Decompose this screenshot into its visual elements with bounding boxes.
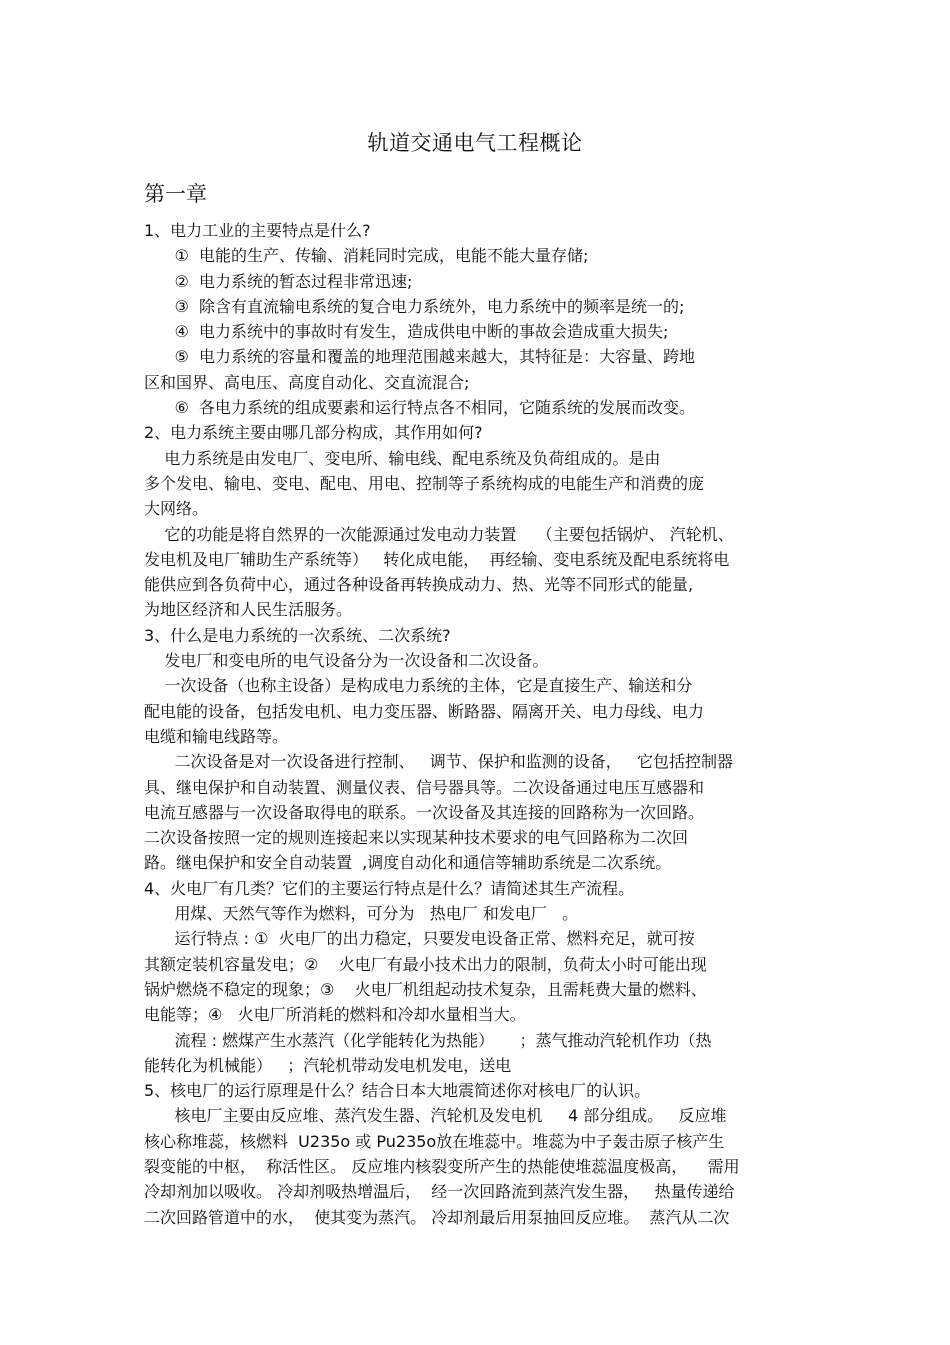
- text-line: 为地区经济和人民生活服务。: [144, 600, 353, 620]
- text-line: 二次设备是对一次设备进行控制、 调节、保护和监测的设备， 它包括控制器: [144, 752, 734, 772]
- text-line: 2、电力系统主要由哪几部分构成，其作用如何?: [144, 423, 483, 443]
- text-line: 路。继电保护和安全自动装置 ,调度自动化和通信等辅助系统是二次系统。: [144, 853, 672, 873]
- text-line: ③ 除含有直流输电系统的复合电力系统外，电力系统中的频率是统一的;: [144, 296, 685, 316]
- text-line: ① 电能的生产、传输、消耗同时完成，电能不能大量存储;: [144, 246, 589, 266]
- document-title: 轨道交通电气工程概论: [367, 131, 583, 155]
- text-line: 发电机及电厂辅助生产系统等） 转化成电能， 再经输、变电系统及配电系统将电: [144, 549, 730, 569]
- text-line: ② 电力系统的暂态过程非常迅速;: [144, 271, 413, 291]
- body-text: [144, 218, 809, 1230]
- text-line: 用煤、天然气等作为燃料，可分为 热电厂 和发电厂 。: [144, 904, 579, 924]
- chapter-heading: 第一章: [144, 182, 207, 206]
- text-line: 能供应到各负荷中心，通过各种设备再转换成动力、热、光等不同形式的能量,: [144, 575, 694, 595]
- text-line: ④ 电力系统中的事故时有发生，造成供电中断的事故会造成重大损失;: [144, 322, 669, 342]
- text-line: 运行特点 : ① 火电厂的出力稳定，只要发电设备正常、燃料充足，就可按: [144, 929, 695, 949]
- text-line: 配电能的设备，包括发电机、电力变压器、断路器、隔离开关、电力母线、电力: [144, 701, 705, 721]
- text-line: 冷却剂加以吸收。 冷却剂吸热增温后， 经一次回路流到蒸汽发生器， 热量传递给: [144, 1182, 735, 1202]
- text-line: 4、火电厂有几类？它们的主要运行特点是什么？请简述其生产流程。: [144, 878, 635, 898]
- text-line: 电流互感器与一次设备取得电的联系。一次设备及其连接的回路称为一次回路。: [144, 802, 705, 822]
- text-line: 流程 : 燃煤产生水蒸汽（化学能转化为热能） ；蒸气推动汽轮机作功（热: [144, 1030, 712, 1050]
- text-line: 核心称堆蕊，核燃料 U235o 或 Pu235o放在堆蕊中。堆蕊为中子轰击原子核产生: [144, 1131, 725, 1151]
- text-line: 3、什么是电力系统的一次系统、二次系统?: [144, 625, 451, 645]
- text-line: 核电厂主要由反应堆、蒸汽发生器、汽轮机及发电机 4 部分组成。 反应堆: [144, 1106, 727, 1126]
- text-line: 二次设备按照一定的规则连接起来以实现某种技术要求的电气回路称为二次回: [144, 828, 689, 848]
- text-line: 其额定装机容量发电；② 火电厂有最小技术出力的限制，负荷太小时可能出现: [144, 954, 707, 974]
- text-line: 具、继电保护和自动装置、测量仪表、信号器具等。二次设备通过电压互感器和: [144, 777, 705, 797]
- text-line: 多个发电、输电、变电、配电、用电、控制等子系统构成的电能生产和消费的庞: [144, 473, 705, 493]
- text-line: ⑥ 各电力系统的组成要素和运行特点各不相同，它随系统的发展而改变。: [144, 398, 696, 418]
- text-line: 大网络。: [144, 499, 209, 519]
- text-line: 它的功能是将自然界的一次能源通过发电动力装置 （主要包括锅炉、 汽轮机、: [144, 524, 734, 544]
- text-line: 区和国界、高电压、高度自动化、交直流混合;: [144, 372, 470, 392]
- text-line: 一次设备（也称主设备）是构成电力系统的主体，它是直接生产、输送和分: [144, 676, 693, 696]
- text-line: 能转化为机械能） ；汽轮机带动发电机发电，送电: [144, 1055, 512, 1075]
- text-line: 裂变能的中枢， 称活性区。 反应堆内核裂变所产生的热能使堆蕊温度极高， 需用: [144, 1156, 740, 1176]
- text-line: 电缆和输电线路等。: [144, 726, 289, 746]
- text-line: 发电厂和变电所的电气设备分为一次设备和二次设备。: [144, 651, 549, 671]
- text-line: 电能等；④ 火电厂所消耗的燃料和冷却水量相当大。: [144, 1005, 526, 1025]
- text-line: 1、电力工业的主要特点是什么?: [144, 221, 371, 240]
- text-line: 5、核电厂的运行原理是什么？结合日本大地震简述你对核电厂的认识。: [144, 1081, 651, 1101]
- text-line: 锅炉燃烧不稳定的现象；③ 火电厂机组起动技术复杂，且需耗费大量的燃料、: [144, 979, 707, 999]
- text-line: ⑤ 电力系统的容量和覆盖的地理范围越来越大，其特征是：大容量、跨地: [144, 347, 696, 367]
- text-line: 电力系统是由发电厂、变电所、输电线、配电系统及负荷组成的。是由: [144, 448, 661, 468]
- text-line: 二次回路管道中的水， 使其变为蒸汽。 冷却剂最后用泵抽回反应堆。 蒸汽从二次: [144, 1207, 730, 1227]
